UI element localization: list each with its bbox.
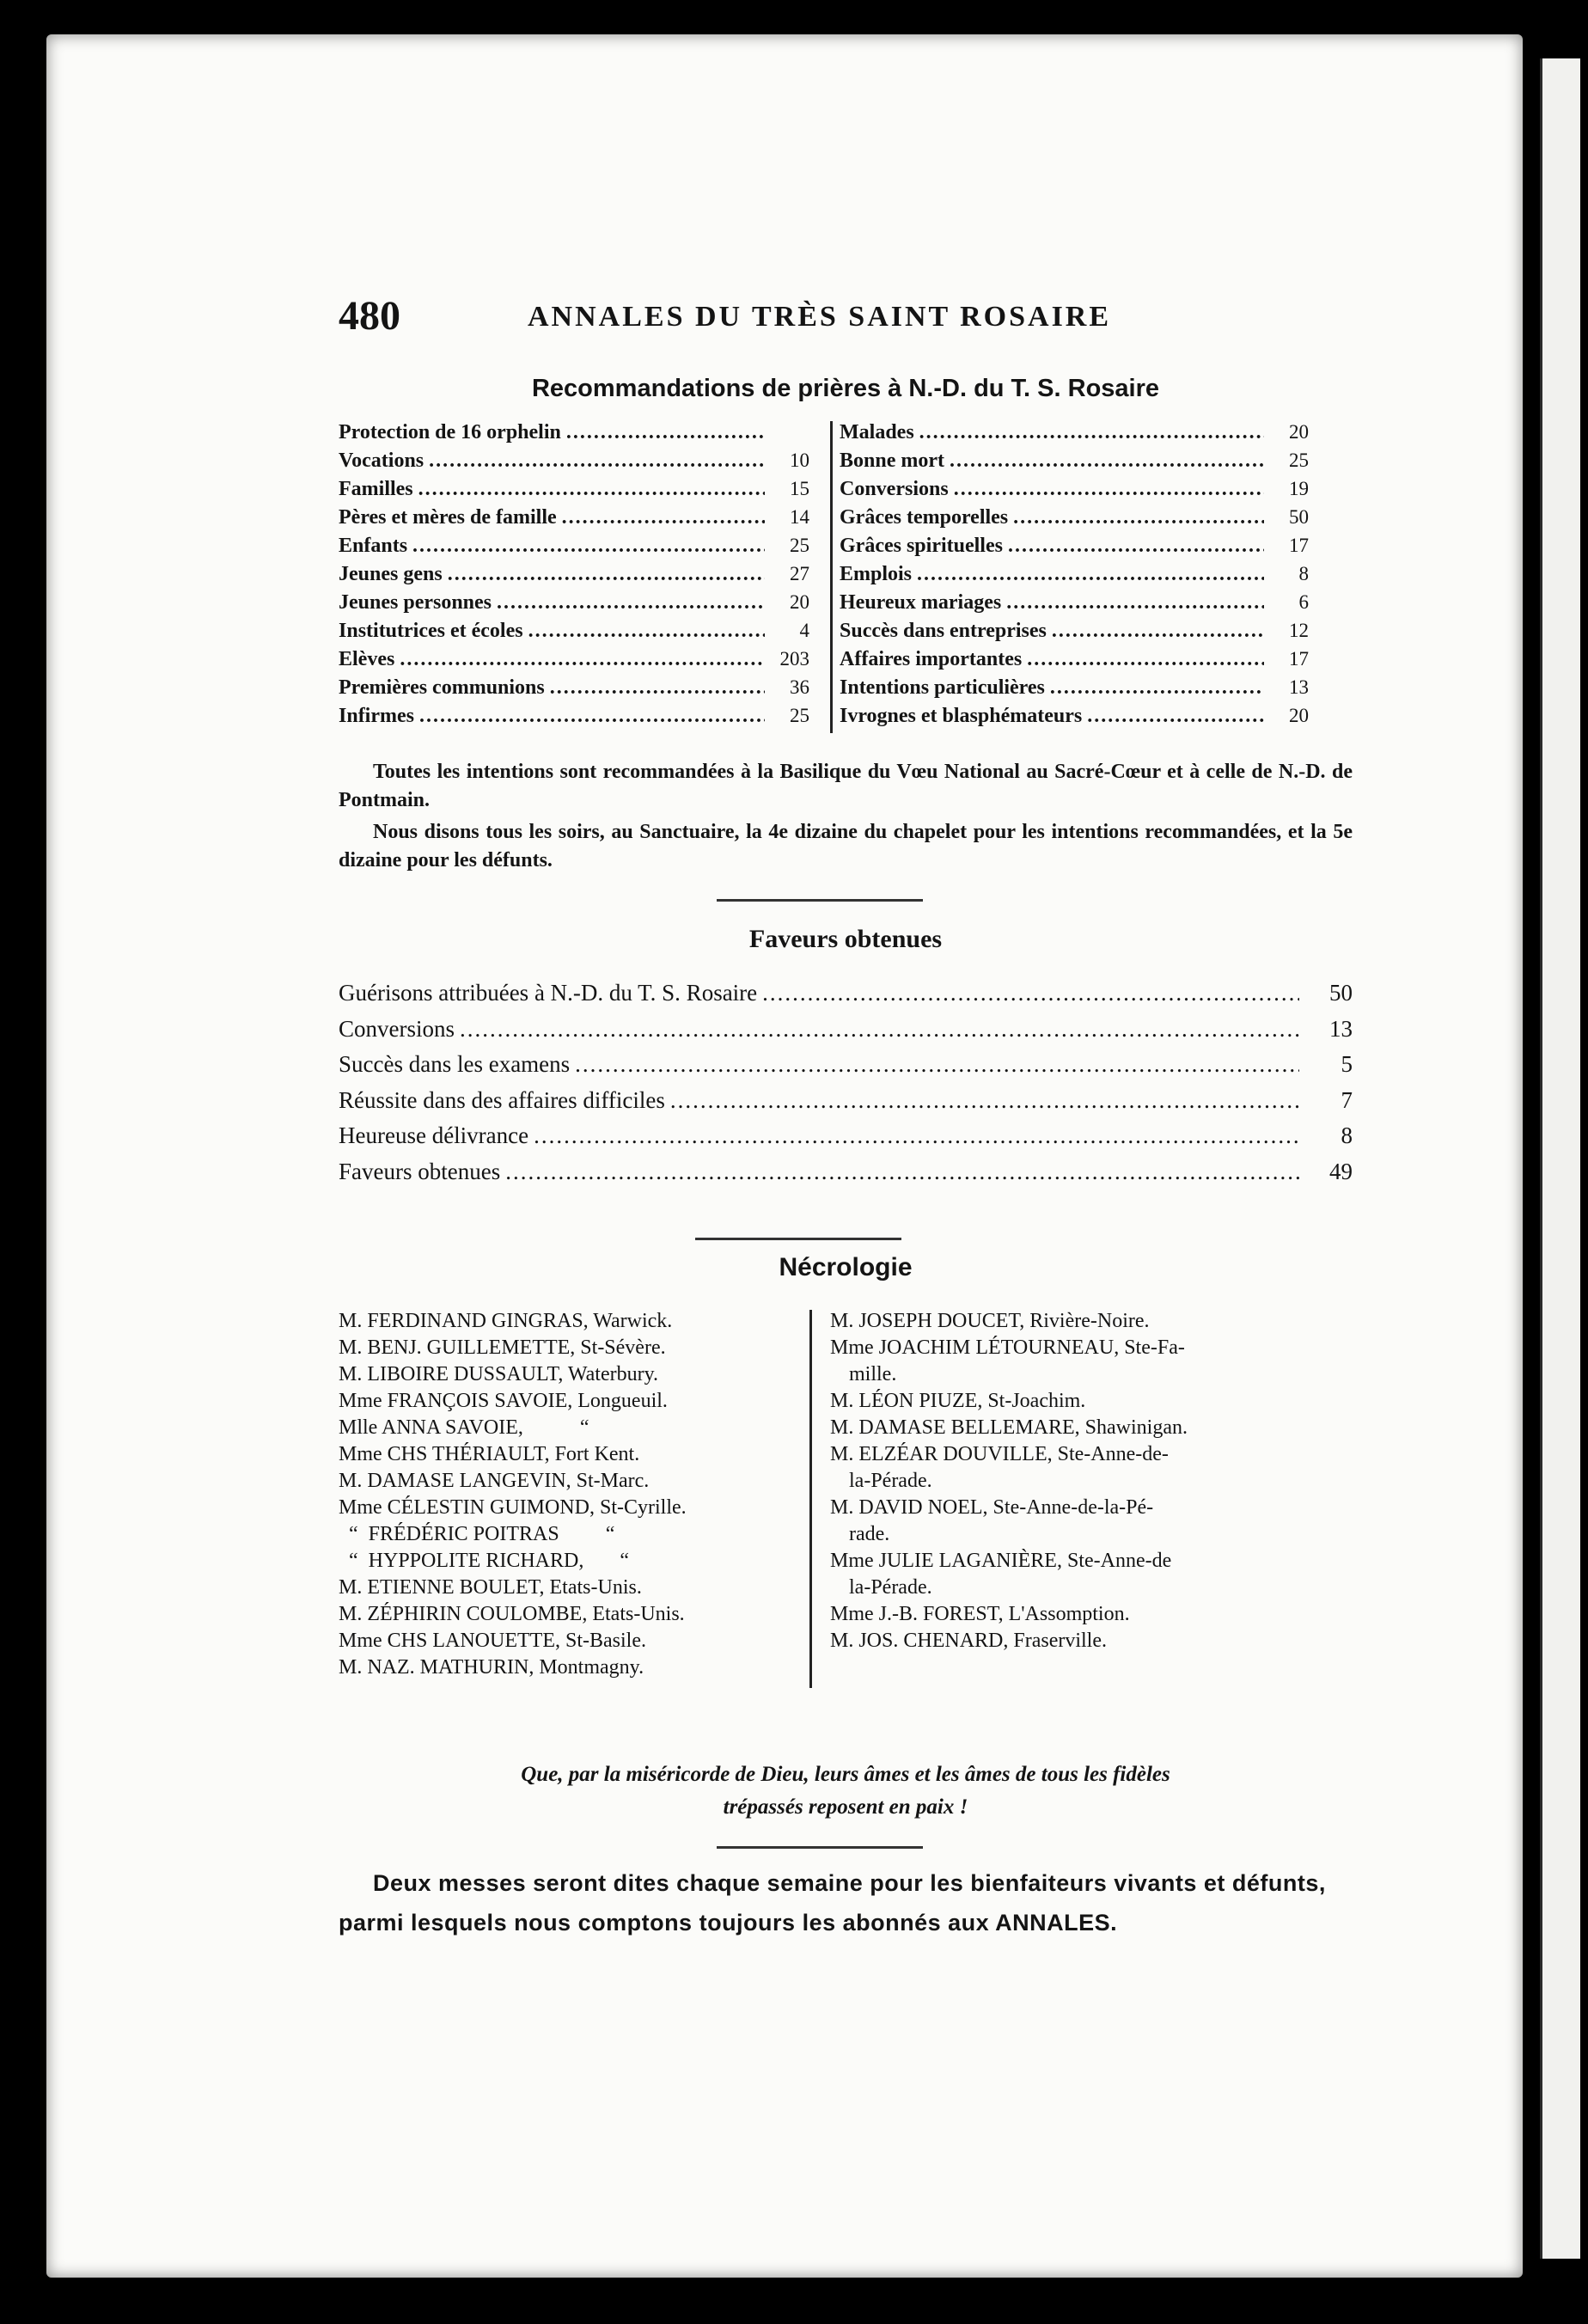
recommandations-title: Recommandations de prières à N.-D. du T. S. Rosaire: [531, 375, 1160, 402]
obituary-entry: M. ELZÉAR DOUVILLE, Ste-Anne-de-: [830, 1443, 1169, 1465]
obituary-entry: M. JOS. CHENARD, Fraserville.: [830, 1630, 1107, 1652]
recommandations-left-column: [339, 421, 830, 733]
list-item: Intentions particulières ..... 13: [840, 676, 1309, 705]
obituary-entry: M. BENJ. GUILLEMETTE, St-Sévère.: [339, 1336, 666, 1359]
list-item: Pères et mères de famille ..... 14: [339, 506, 809, 535]
section-divider: [717, 1846, 923, 1849]
list-item: Guérisons attribuées à N.-D. du T. S. Rosaire ..... 50: [339, 980, 1353, 1016]
faveurs-list: [339, 980, 1353, 1194]
obituary-entry: la-Pérade.: [849, 1470, 932, 1492]
obituary-entry: Mme J.-B. FOREST, L'Assomption.: [830, 1603, 1130, 1625]
list-item: Enfants ..... 25: [339, 535, 809, 563]
list-item: Grâces temporelles ..... 50: [840, 506, 1309, 535]
necrologie-list: [339, 1310, 1353, 1714]
obituary-entry: M. FERDINAND GINGRAS, Warwick.: [339, 1310, 673, 1332]
necrologie-divider: [809, 1310, 812, 1688]
obituary-entry: M. LÉON PIUZE, St-Joachim.: [830, 1390, 1086, 1412]
list-item: Jeunes gens ..... 27: [339, 563, 809, 591]
obituary-entry: Mlle ANNA SAVOIE, “: [339, 1416, 589, 1439]
list-item: Elèves ..... 203: [339, 648, 809, 676]
obituary-entry: Mme CHS THÉRIAULT, Fort Kent.: [339, 1443, 640, 1465]
list-item: Familles ..... 15: [339, 478, 809, 506]
obituary-entry: M. LIBOIRE DUSSAULT, Waterbury.: [339, 1363, 659, 1385]
recommandations-table: [339, 421, 1353, 733]
list-item: Malades ..... 20: [840, 421, 1309, 450]
obituary-entry: M. NAZ. MATHURIN, Montmagny.: [339, 1656, 644, 1679]
list-item: Succès dans entreprises ..... 12: [840, 620, 1309, 648]
obituary-entry: M. ETIENNE BOULET, Etats-Unis.: [339, 1576, 642, 1599]
necrologie-right-column: [830, 1310, 1346, 1656]
list-item: Réussite dans des affaires difficiles ..... 7: [339, 1087, 1353, 1123]
page-number: 480: [339, 293, 400, 339]
list-item: Infirmes ..... 25: [339, 705, 809, 733]
list-item: Institutrices et écoles ..... 4: [339, 620, 809, 648]
closing-prayer-line-2: trépassés reposent en paix !: [723, 1795, 968, 1819]
obituary-entry: M. ZÉPHIRIN COULOMBE, Etats-Unis.: [339, 1603, 685, 1625]
list-item: Grâces spirituelles ..... 17: [840, 535, 1309, 563]
closing-prayer: [339, 1758, 1353, 1824]
obituary-entry: Mme CHS LANOUETTE, St-Basile.: [339, 1630, 646, 1652]
necrologie-left-column: [339, 1310, 803, 1683]
obituary-entry: “ FRÉDÉRIC POITRAS “: [339, 1523, 615, 1545]
list-item: Bonne mort ..... 25: [840, 450, 1309, 478]
chapelet-note: Nous disons tous les soirs, au Sanctuaire, la 4e dizaine du chapelet pour les intentions recommandées, et la 5e dizaine pour les défunts.: [339, 821, 1353, 872]
necrologie-title: Nécrologie: [779, 1253, 913, 1281]
obituary-entry: Mme CÉLESTIN GUIMOND, St-Cyrille.: [339, 1496, 687, 1519]
running-title: ANNALES DU TRÈS SAINT ROSAIRE: [528, 301, 1112, 333]
obituary-entry: M. JOSEPH DOUCET, Rivière-Noire.: [830, 1310, 1150, 1332]
recommandations-right-column: [830, 421, 1309, 733]
obituary-entry: la-Pérade.: [849, 1576, 932, 1599]
page-header: [339, 292, 1353, 352]
intentions-note: Toutes les intentions sont recommandées à la Basilique du Vœu National au Sacré-Cœur et à celle de N.-D. de Pontmain.: [339, 761, 1353, 811]
section-divider: [717, 899, 923, 902]
adjacent-page-edge: [1540, 58, 1580, 2259]
list-item: Heureuse délivrance ..... 8: [339, 1122, 1353, 1159]
obituary-entry: Mme JOACHIM LÉTOURNEAU, Ste-Fa-: [830, 1336, 1185, 1359]
section-divider: [695, 1238, 901, 1240]
list-item: Protection de 16 orphelin .....: [339, 421, 809, 450]
list-item: Conversions ..... 19: [840, 478, 1309, 506]
obituary-entry: M. DAMASE LANGEVIN, St-Marc.: [339, 1470, 650, 1492]
list-item: Vocations ..... 10: [339, 450, 809, 478]
list-item: Conversions ..... 13: [339, 1016, 1353, 1052]
obituary-entry: Mme JULIE LAGANIÈRE, Ste-Anne-de: [830, 1550, 1172, 1572]
list-item: Ivrognes et blasphémateurs ..... 20: [840, 705, 1309, 733]
list-item: Affaires importantes ..... 17: [840, 648, 1309, 676]
list-item: Premières communions ..... 36: [339, 676, 809, 705]
list-item: Emplois ..... 8: [840, 563, 1309, 591]
obituary-entry: M. DAMASE BELLEMARE, Shawinigan.: [830, 1416, 1188, 1439]
closing-prayer-line-1: Que, par la miséricorde de Dieu, leurs âmes et les âmes de tous les fidèles: [521, 1763, 1170, 1786]
list-item: Heureux mariages ..... 6: [840, 591, 1309, 620]
list-item: Succès dans les examens ..... 5: [339, 1051, 1353, 1087]
final-note: Deux messes seront dites chaque semaine pour les bienfaiteurs vivants et défunts, parmi lesquels nous comptons toujours les abonnés aux ANNALES.: [339, 1870, 1326, 1936]
obituary-entry: “ HYPPOLITE RICHARD, “: [339, 1550, 629, 1572]
list-item: Faveurs obtenues ..... 49: [339, 1159, 1353, 1195]
book-page: [46, 34, 1523, 2278]
list-item: Jeunes personnes ..... 20: [339, 591, 809, 620]
faveurs-title: Faveurs obtenues: [748, 925, 943, 953]
obituary-entry: mille.: [849, 1363, 897, 1385]
obituary-entry: M. DAVID NOEL, Ste-Anne-de-la-Pé-: [830, 1496, 1154, 1519]
obituary-entry: Mme FRANÇOIS SAVOIE, Longueuil.: [339, 1390, 668, 1412]
obituary-entry: rade.: [849, 1523, 890, 1545]
